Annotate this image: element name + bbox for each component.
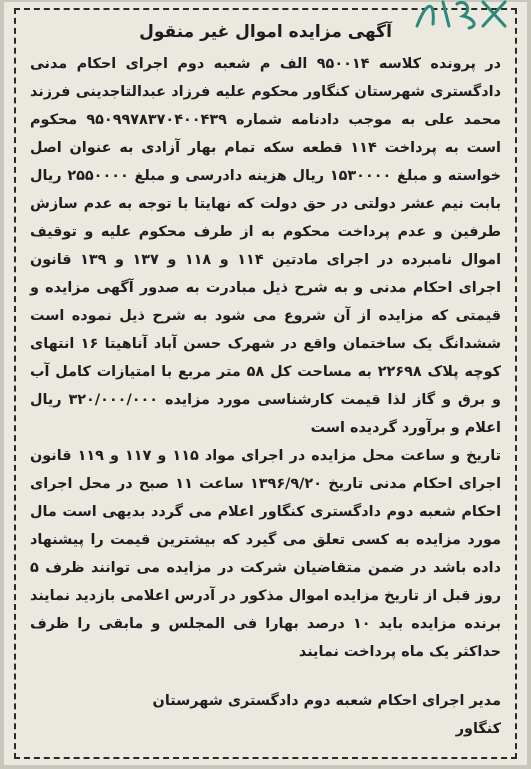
notice-border xyxy=(14,8,517,759)
notice-title: آگهی مزایده اموال غیر منقول xyxy=(139,22,392,42)
signature-line: مدیر اجرای احکام شعبه دوم دادگستری شهرستان xyxy=(152,693,501,709)
notice-paragraph: در پرونده کلاسه ۹۵۰۰۱۴ الف م شعبه دوم اجرای احکام مدنی دادگستری شهرستان کنگاور محکوم علیه فرزاد عبدالتاجدینی فرزند محمد علی به موجب دادنامه شماره ۹۵۰۹۹۷۸۳۷۰۴۰۰۴۳۹ محکوم است به پرداخت ۱۱۴ قطعه سکه تمام بهار آزادی به عنوان اصل خواسته و مبلغ ۱۵۳۰۰۰۰ ریال هزینه دادرسی و مبلغ ۲۵۵۰۰۰۰ ریال بابت نیم عشر دولتی در حق دولت که نهایتا با توجه به عدم سازش طرفین و عدم پرداخت محکوم به از طرف محکوم علیه و توقیف اموال نامبرده در اجرای مادتین ۱۱۴ و ۱۱۸ و ۱۳۷ و ۱۳۹ قانون اجرای احکام مدنی و به شرح ذیل مبادرت به صدور آگهی مزایده و قیمتی که مزایده از آن شروع می شود به شرح ذیل نموده است ششدانگ یک ساختمان واقع در شهرک حسن آباد آناهیتا ۱۶ انتهای کوچه پلاک ۲۲۶۹۸ به مساحت کل ۵۸ متر مربع با امتیازات کامل آب و برق و گاز لذا قیمت کارشناسی مورد مزایده ۳۲۰/۰۰۰/۰۰۰ ریال اعلام و برآورد گردیده است xyxy=(30,56,502,436)
notice-body xyxy=(30,50,501,666)
newspaper-clipping xyxy=(4,2,527,765)
notice-paragraph: تاریخ و ساعت محل مزایده در اجرای مواد ۱۱۵ و ۱۱۷ و ۱۱۹ قانون اجرای احکام مدنی تاریخ ۱۳۹۶/۹/۲۰ ساعت ۱۱ صبح در محل اجرای احکام شعبه دوم دادگستری کنگاور اعلام می گردد بدیهی است مال مورد مزایده به کسی تعلق می گیرد که بیشترین قیمت را پیشنهاد داده باشد در ضمن متقاضیان شرکت در مزایده می توانند ظرف ۵ روز قبل از تاریخ مزایده اموال مذکور در آدرس اعلامی بازدید نمایند برنده مزایده باید ۱۰ درصد بهارا فی المجلس و مابقی را ظرف حداکثر یک ماه پرداخت نمایند xyxy=(30,448,502,660)
notice-signature xyxy=(30,687,501,743)
signature-line: کنگاور xyxy=(455,721,501,737)
